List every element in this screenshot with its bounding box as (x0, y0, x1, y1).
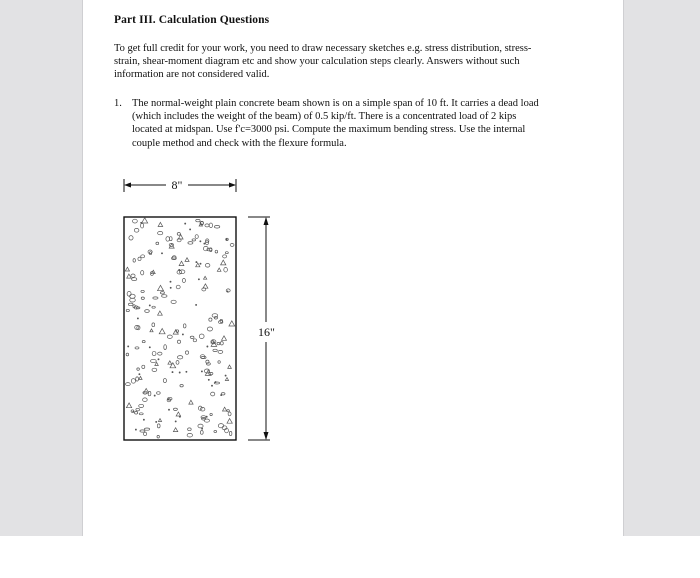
width-dimension (124, 178, 236, 192)
aggregate-particle (185, 223, 186, 224)
aggregate-particle (170, 281, 171, 282)
aggregate-particle (208, 379, 209, 380)
aggregate-particle (128, 346, 129, 347)
aggregate-particle (179, 372, 180, 373)
question-text: The normal-weight plain concrete beam shown is on a simple span of 10 ft. It carries a dead load (which includes the weight of the beam) of 0.5 kip/ft. There is a concentrated load of 2 kips located at midspan. Use f'c=3000 psi. Compute the maximum bending stress. Use the internal couple method and check with the flexure formula. (132, 98, 539, 149)
aggregate-particle (227, 291, 228, 292)
aggregate-particle (186, 371, 187, 372)
aggregate-particle (156, 421, 157, 422)
aggregate-particle (196, 262, 197, 263)
aggregate-particle (204, 243, 205, 244)
viewer-left-margin (0, 0, 83, 536)
height-label: 16" (258, 325, 275, 339)
aggregate-particle (168, 409, 169, 410)
aggregate-particle (202, 428, 203, 429)
aggregate-particle (149, 347, 150, 348)
aggregate-particle (135, 429, 136, 430)
aggregate-particle (200, 241, 201, 242)
aggregate-particle (175, 421, 176, 422)
aggregate-particle (172, 372, 173, 373)
aggregate-particle (190, 229, 191, 230)
section-heading: Part III. Calculation Questions (114, 14, 270, 26)
height-dimension (248, 217, 275, 440)
document-page (83, 0, 623, 536)
aggregate-particle (182, 334, 183, 335)
aggregate-particle (154, 395, 155, 396)
width-label: 8" (171, 178, 183, 192)
aggregate-particle (225, 375, 226, 376)
viewer-scrollbar-track[interactable] (623, 0, 700, 536)
beam-cross-section-figure (118, 170, 318, 460)
aggregate-particle (137, 318, 138, 319)
viewer-bottom-area (0, 536, 700, 578)
aggregate-particle (158, 359, 159, 360)
concrete-section (124, 217, 236, 440)
aggregate-particle (207, 346, 208, 347)
aggregate-particle (170, 287, 171, 288)
aggregate-particle (211, 385, 212, 386)
aggregate-particle (161, 253, 162, 254)
aggregate-particle (201, 371, 202, 372)
aggregate-particle (143, 419, 144, 420)
question-number: 1. (114, 98, 122, 109)
instructions-paragraph: To get full credit for your work, you need to draw necessary sketches e.g. stress distribution, stress-strain, shear-moment diagram etc and show your calculation steps clearly. Answers without such information are not considered valid. (114, 43, 532, 81)
aggregate-particle (196, 304, 197, 305)
aggregate-particle (200, 263, 201, 264)
aggregate-particle (198, 279, 199, 280)
aggregate-particle (215, 382, 216, 383)
aggregate-particle (139, 374, 140, 375)
aggregate-particle (226, 239, 227, 240)
aggregate-particle (149, 305, 150, 306)
